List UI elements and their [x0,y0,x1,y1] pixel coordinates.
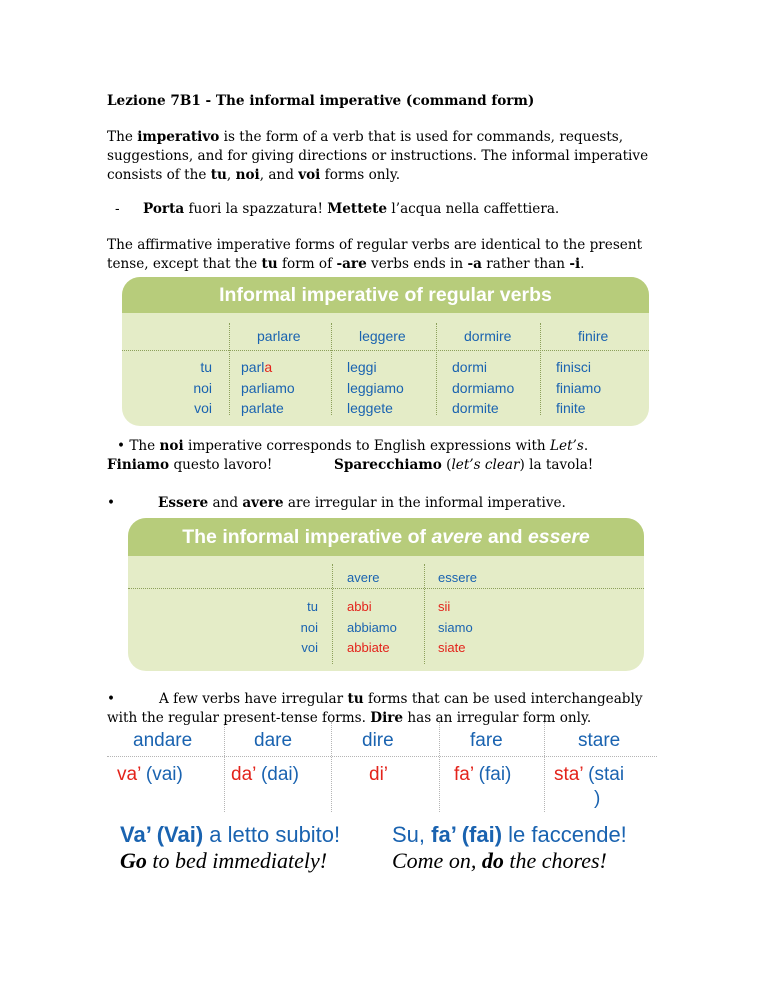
divider [107,756,657,757]
head-leggere: leggere [359,328,406,344]
divider [544,722,545,812]
finire-forms: finisci finiamo finite [556,359,602,416]
head-dormire: dormire [464,328,512,344]
divider [332,564,333,664]
divider [424,564,425,664]
head-avere: avere [347,570,380,585]
head-stare: stare [578,730,621,751]
regular-verbs-table [122,277,649,426]
fare-tu-form: fa’ (fai) [454,764,512,785]
person-column: tu noi voi [193,359,212,416]
avere-forms: abbi abbiamo abbiate [347,599,397,655]
head-parlare: parlare [257,328,301,344]
head-finire: finire [578,328,609,344]
divider [540,323,541,415]
divider [436,323,437,415]
lesson-title: Lezione 7B1 - The informal imperative (command form) [107,93,535,109]
bullet-noi: • The noi imperative corresponds to English expressions with Let’s. [117,438,589,454]
noi-example-2: Sparecchiamo (let’s clear) la tavola! [334,457,594,473]
bullet-irregular-tu: • A few verbs have irregular tu forms that can be used interchangeably with the regular present-tense forms. Dire has an irregular form only. [107,691,643,726]
head-andare: andare [133,730,193,751]
example-sentences: Porta fuori la spazzatura! Mettete l’acqua nella caffettiera. [143,201,560,217]
divider [122,350,649,351]
example-fai-english: Come on, do the chores! [392,848,607,873]
leggere-forms: leggi leggiamo leggete [347,359,404,416]
head-dire: dire [362,730,394,751]
bullet-essere: Essere and avere are irregular in the informal imperative. [158,495,566,511]
divider [128,588,644,589]
stare-close-paren: ) [594,788,601,809]
divider [331,323,332,415]
example-fai: Su, fa’ (fai) le faccende! [392,822,627,847]
regular-forms-paragraph: The affirmative imperative forms of regular verbs are identical to the present tense, except that the tu form of -are verbs ends in -a rather than -i. [107,237,643,272]
dare-tu-form: da’ (dai) [231,764,299,785]
divider [439,722,440,812]
avere-essere-title: The informal imperative of avere and essere [128,518,644,556]
example-dash: - [115,201,120,217]
noi-example-1: Finiamo questo lavoro! [107,457,273,473]
essere-forms: sii siamo siate [438,599,473,655]
divider [224,722,225,812]
head-essere: essere [438,570,478,585]
andare-tu-form: va’ (vai) [117,764,183,785]
dormire-forms: dormi dormiamo dormite [452,359,515,416]
avere-essere-table [128,518,644,671]
head-dare: dare [254,730,293,751]
example-vai: Va’ (Vai) a letto subito! [120,822,341,847]
intro-paragraph: The imperativo is the form of a verb that is used for commands, requests, suggestions, and for giving directions or instructions. The informal imperative consists of the tu, noi, and voi forms only. [107,129,649,183]
irregular-person-column: tu noi voi [300,599,318,655]
bullet-essere-marker: • [107,495,116,511]
stare-tu-form: sta’ (stai [554,764,625,785]
example-vai-english: Go to bed immediately! [120,848,328,873]
dire-tu-form: di’ [369,764,389,785]
parlare-forms: parla parliamo parlate [241,359,295,416]
divider [229,323,230,415]
divider [331,722,332,812]
head-fare: fare [470,730,503,751]
regular-table-title: Informal imperative of regular verbs [122,277,649,313]
